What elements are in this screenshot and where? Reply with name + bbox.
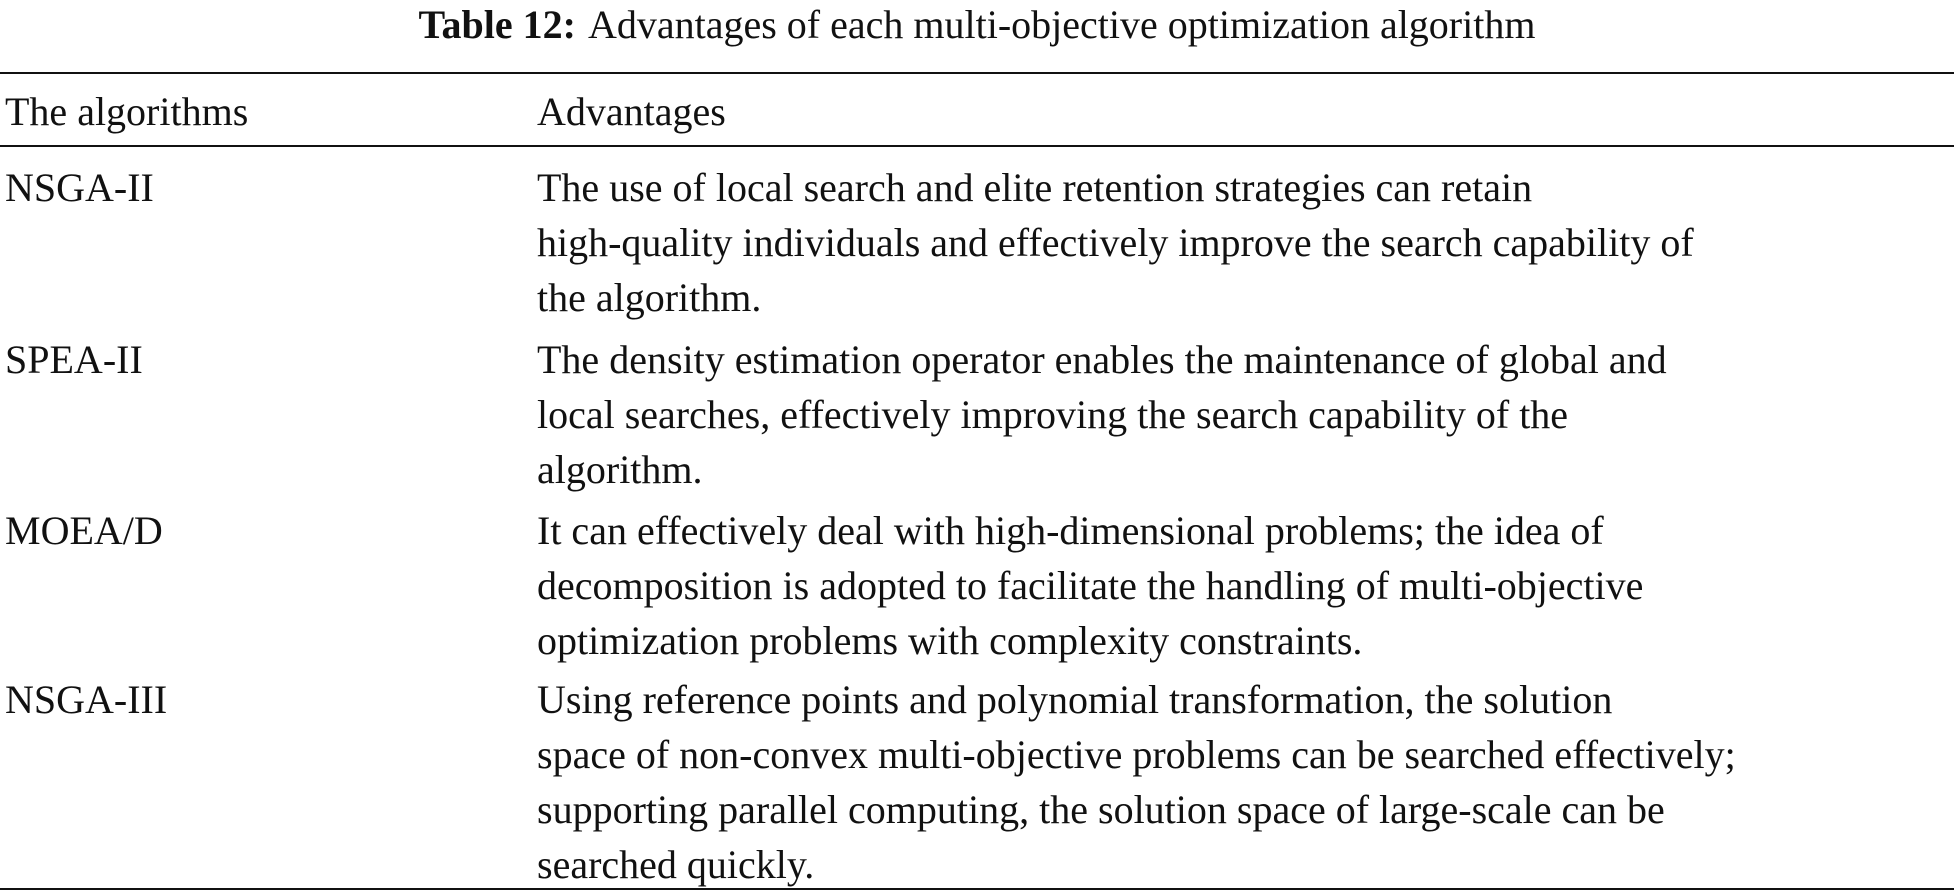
- advantages-line: searched quickly.: [537, 842, 815, 887]
- advantages-cell: [537, 160, 1949, 325]
- advantages-line: decomposition is adopted to facilitate the handling of multi-objective: [537, 563, 1644, 608]
- bottom-rule: [0, 888, 1954, 890]
- advantages-cell: [537, 503, 1949, 668]
- algorithm-cell: MOEA/D: [5, 508, 163, 553]
- header-advantages: Advantages: [537, 89, 726, 134]
- header-rule: [0, 145, 1954, 147]
- algorithm-cell: NSGA-III: [5, 677, 168, 722]
- advantages-line: high-quality individuals and effectively improve the search capability of: [537, 220, 1694, 265]
- algorithm-cell: SPEA-II: [5, 337, 143, 382]
- algorithm-cell: NSGA-II: [5, 165, 154, 210]
- advantages-line: space of non-convex multi-objective problems can be searched effectively;: [537, 732, 1736, 777]
- table-caption: [0, 0, 1954, 52]
- advantages-line: the algorithm.: [537, 275, 762, 320]
- advantages-line: The use of local search and elite retention strategies can retain: [537, 165, 1533, 210]
- advantages-line: The density estimation operator enables the maintenance of global and: [537, 337, 1667, 382]
- header-algorithms: The algorithms: [5, 89, 249, 134]
- advantages-line: algorithm.: [537, 447, 703, 492]
- advantages-line: local searches, effectively improving the search capability of the: [537, 392, 1569, 437]
- top-rule: [0, 72, 1954, 74]
- advantages-cell: [537, 332, 1949, 497]
- advantages-line: supporting parallel computing, the solution space of large-scale can be: [537, 787, 1665, 832]
- advantages-line: optimization problems with complexity constraints.: [537, 618, 1363, 663]
- advantages-line: It can effectively deal with high-dimensional problems; the idea of: [537, 508, 1604, 553]
- table-header-row: [0, 84, 1954, 140]
- advantages-cell: [537, 672, 1949, 892]
- advantages-line: Using reference points and polynomial transformation, the solution: [537, 677, 1613, 722]
- caption-text: Advantages of each multi-objective optimization algorithm: [587, 2, 1536, 47]
- caption-label: Table 12:: [418, 2, 576, 47]
